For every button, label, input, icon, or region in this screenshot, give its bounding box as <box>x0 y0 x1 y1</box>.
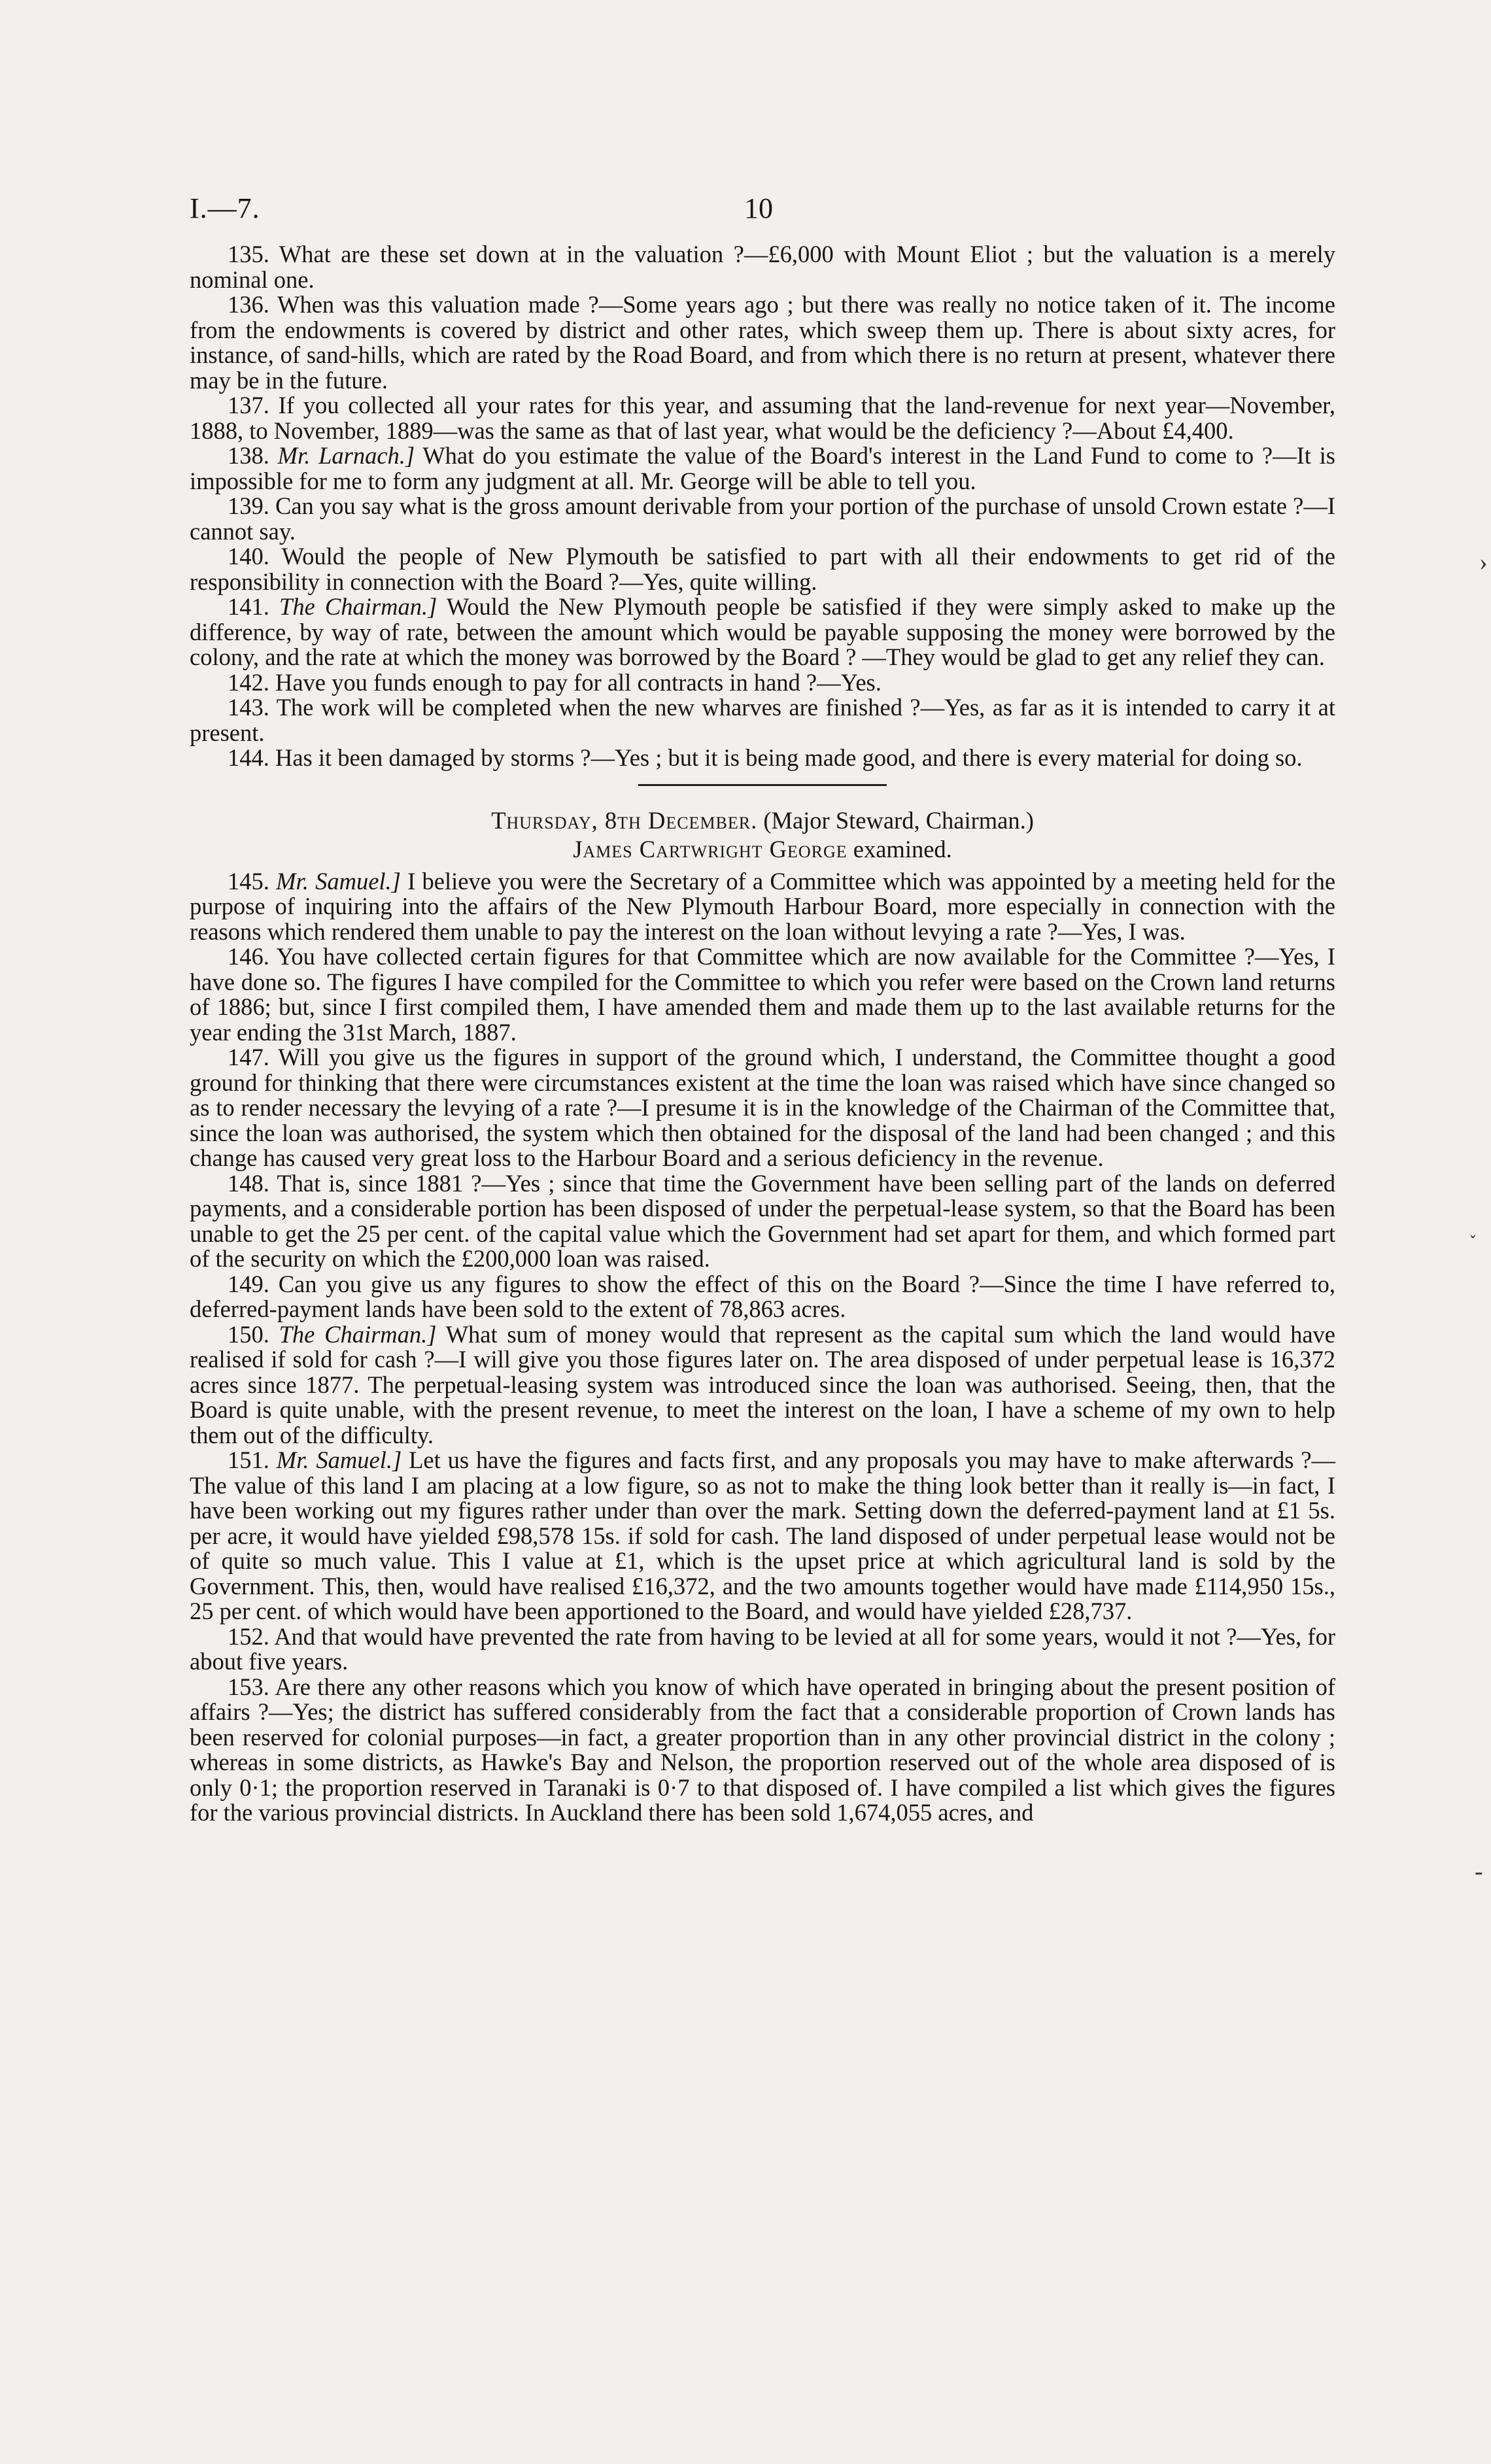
witness-heading: James Cartwright George examined. <box>573 836 952 863</box>
speaker: The Chairman.] <box>279 1320 437 1348</box>
question-139: 139. Can you say what is the gross amount derivable from your portion of the purchase of unsold Crown estate ?—I cannot say. <box>190 492 1335 545</box>
witness-name: James Cartwright George <box>573 836 848 863</box>
question-141: 141. The Chairman.] Would the New Plymouth people be satisfied if they were simply asked to make up the difference, by way of rate, between the amount which would be payable supposing the money were borrowed by the colony, and the rate at which the money was borrowed by the Board ? —They would be glad to get any relief they can. <box>190 593 1336 670</box>
question-143: 143. The work will be completed when the new wharves are finished ?—Yes, as far as it is intended to carry it at present. <box>190 694 1335 746</box>
question-144: 144. Has it been damaged by storms ?—Yes ; but it is being made good, and there is every material for doing so. <box>228 744 1303 771</box>
question-145: 145. Mr. Samuel.] I believe you were the Secretary of a Committee which was appointed by a meeting held for the purpose of inquiring into the affairs of the New Plymouth Harbour Board, more especially in connection with the reasons which rendered them unable to pay the interest on the loan without levying a rate ?—Yes, I was. <box>190 867 1336 945</box>
section-divider <box>638 784 887 786</box>
question-147: 147. Will you give us the figures in support of the ground which, I understand, the Committee thought a good ground for thinking that there were circumstances existent at the time the loan was raised which have since changed so as to render necessary the levying of a rate ?—I presume it is in the knowledge of the Chairman of the Committee that, since the loan was authorised, the system which then obtained for the disposal of the land had been changed ; and this change has caused very great loss to the Harbour Board and a serious deficiency in the revenue. <box>190 1044 1335 1171</box>
question-150: 150. The Chairman.] What sum of money would that represent as the capital sum which the land would have realised if sold for cash ?—I will give you those figures later on. The area disposed of under perpetual lease is 16,372 acres since 1877. The perpetual-leasing system was introduced since the loan was authorised. Seeing, then, that the Board is quite unable, with the present revenue, to meet the interest on the loan, I have a scheme of my own to help them out of the difficulty. <box>190 1320 1335 1448</box>
question-138: 138. Mr. Larnach.] What do you estimate the value of the Board's interest in the Land Fund to come to ?—It is impossible for me to form any judgment at all. Mr. George will be able to tell you. <box>190 442 1336 494</box>
page-header <box>190 192 1335 242</box>
question-153: 153. Are there any other reasons which you know of which have operated in bringing about the present position of affairs ?—Yes; the district has suffered considerably from the fact that a considerable proportion of Crown lands has been reserved for colonial purposes—in fact, a greater proportion than in any other provincial district in the colony ; whereas in some districts, as Hawke's Bay and Nelson, the proportion reserved out of the whole area disposed of is only 0·1; the proportion reserved in Taranaki is 0·7 to that disposed of. I have compiled a list which gives the figures for the various provincial districts. In Auckland there has been sold 1,674,055 acres, and <box>190 1673 1335 1826</box>
paper-reference: I.—7. <box>190 192 260 224</box>
session-chair: (Major Steward, Chairman.) <box>763 806 1034 834</box>
question-148: 148. That is, since 1881 ?—Yes ; since that time the Government have been selling part of the lands on deferred payments, and a considerable portion has been disposed of under the perpetual-lease system, so that the Board has been unable to get the 25 per cent. of the capital value which the Government had set apart for them, and which formed part of the security on which the £200,000 loan was raised. <box>190 1169 1335 1272</box>
question-149: 149. Can you give us any figures to show the effect of this on the Board ?—Since the time I have referred to, deferred-payment lands have been sold to the extent of 78,863 acres. <box>190 1270 1335 1322</box>
question-136: 136. When was this valuation made ?—Some years ago ; but there was really no notice taken of it. The income from the endowments is covered by district and other rates, which sweep them up. There is about sixty acres, for instance, of sand-hills, which are rated by the Road Board, and from which there is no return at present, whatever there may be in the future. <box>190 291 1335 394</box>
margin-mark: › <box>1479 549 1488 576</box>
page-number: 10 <box>744 192 773 224</box>
session-date: Thursday, 8th December. <box>491 806 758 834</box>
question-146: 146. You have collected certain figures for that Committee which are now available for the Committee ?—Yes, I have done so. The figures I have compiled for the Committee to which you refer were based on the Crown land returns of 1886; but, since I first compiled them, I have amended them and made them up to the last available returns for the year ending the 31st March, 1887. <box>190 943 1335 1046</box>
speaker: Mr. Samuel.] <box>276 867 401 895</box>
question-151: 151. Mr. Samuel.] Let us have the figures and facts first, and any proposals you may have to make afterwards ?—The value of this land I am placing at a low figure, so as not to make the thing look better than it really is—in fact, I have been working out my figures rather under than over the mark. Setting down the deferred-payment land at £1 5s. per acre, it would have yielded £98,578 15s. if sold for cash. The land disposed of under perpetual lease would not be of quite so much value. This I value at £1, which is the upset price at which agricultural land is sold by the Government. This, then, would have realised £16,372, and the two amounts together would have made £114,950 15s., 25 per cent. of which would have been apportioned to the Board, and would have yielded £28,737. <box>190 1446 1336 1624</box>
margin-mark: ˯ <box>1469 1212 1477 1239</box>
speaker: The Chairman.] <box>279 593 437 620</box>
question-137: 137. If you collected all your rates for this year, and assuming that the land-revenue for next year—November, 1888, to November, 1889—was the same as that of last year, what would be the deficiency ?—About £4,400. <box>190 392 1335 444</box>
session-heading <box>190 808 1335 834</box>
document-page <box>190 192 1336 1826</box>
question-140: 140. Would the people of New Plymouth be satisfied to part with all their endowments to get rid of the responsibility in connection with the Board ?—Yes, quite willing. <box>190 543 1335 595</box>
question-142: 142. Have you funds enough to pay for all contracts in hand ?—Yes. <box>228 668 882 696</box>
margin-mark: - <box>1475 1858 1483 1885</box>
question-152: 152. And that would have prevented the rate from having to be levied at all for some years, would it not ?—Yes, for about five years. <box>190 1622 1335 1675</box>
question-135: 135. What are these set down at in the valuation ?—£6,000 with Mount Eliot ; but the valuation is a merely nominal one. <box>190 241 1335 293</box>
speaker: Mr. Larnach.] <box>277 442 415 469</box>
speaker: Mr. Samuel.] <box>276 1446 402 1473</box>
